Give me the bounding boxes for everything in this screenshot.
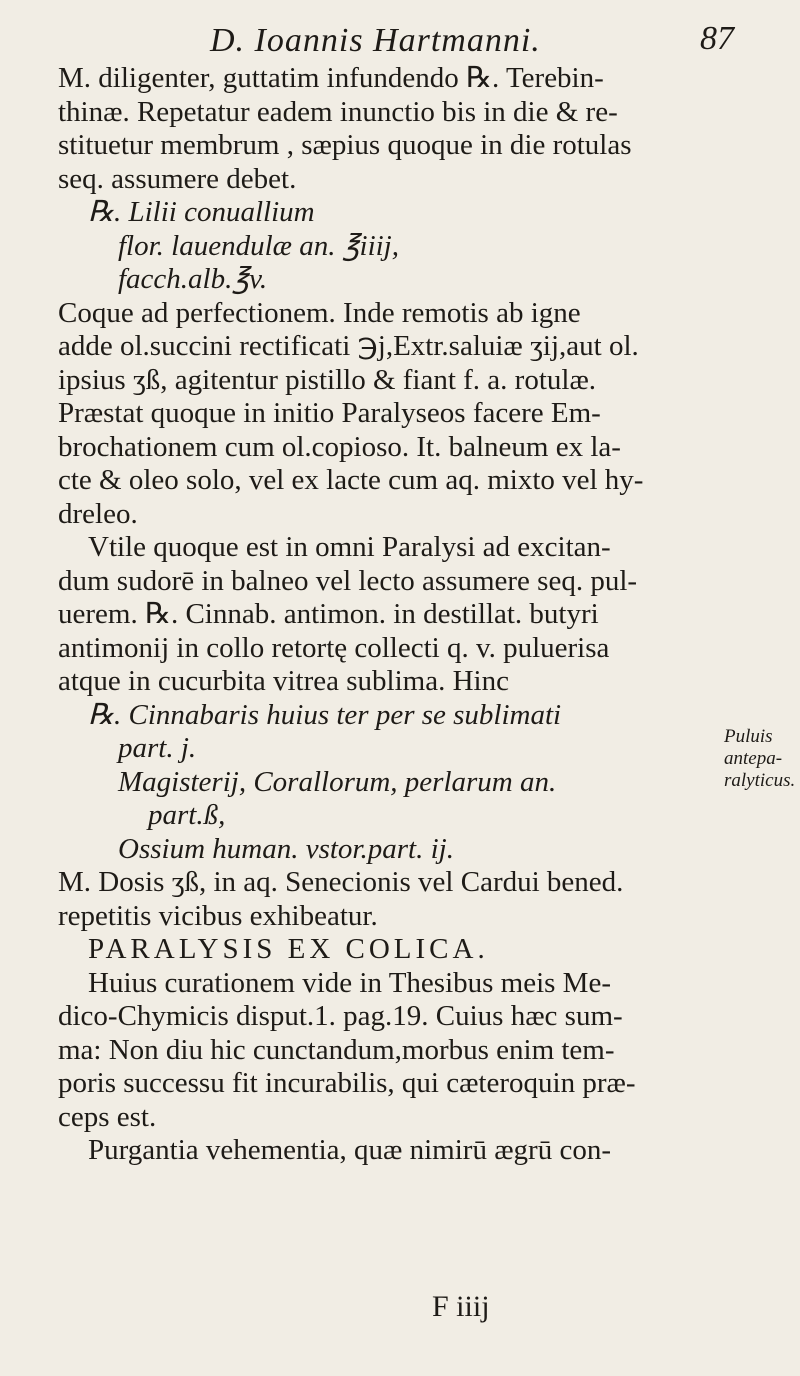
recipe-line: ℞. Cinnabaris huius ter per se sublimati <box>88 698 562 731</box>
recipe-line: Ossium human. vstor.part. ij. <box>118 832 454 865</box>
text-line: brochationem cum ol.copioso. It. balneum ex la- <box>58 430 621 463</box>
running-head: D. Ioannis Hartmanni. <box>210 22 541 59</box>
text-line: adde ol.succini rectificati ℈j,Extr.saluiæ ʒij,aut ol. <box>58 330 639 362</box>
text-line: Purgantia vehementia, quæ nimirū ægrū con- <box>88 1134 611 1166</box>
text-line: repetitis vicibus exhibeatur. <box>58 899 378 932</box>
margin-note-line: Puluis <box>724 726 773 747</box>
text-body <box>58 62 718 1168</box>
margin-note <box>724 726 800 792</box>
text-line: ceps est. <box>58 1100 157 1133</box>
text-line: Huius curationem vide in Thesibus meis Me- <box>88 966 611 999</box>
text-line: cte & oleo solo, vel ex lacte cum aq. mixto vel hy- <box>58 464 644 496</box>
text-line: atque in cucurbita vitrea sublima. Hinc <box>58 665 509 697</box>
page-number: 87 <box>700 20 734 57</box>
text-line: dreleo. <box>58 497 138 530</box>
margin-note-line: antepa- <box>724 748 783 769</box>
text-line: thinæ. Repetatur eadem inunctio bis in die & re- <box>58 95 618 128</box>
text-line: Præstat quoque in initio Paralyseos facere Em- <box>58 397 601 429</box>
signature-catchword: F iiij <box>432 1290 490 1323</box>
text-line: seq. assumere debet. <box>58 162 297 195</box>
section-heading: PARALYSIS EX COLICA. <box>88 933 489 965</box>
recipe-line: part. j. <box>118 732 197 764</box>
text-line: poris successu fit incurabilis, qui cæteroquin præ- <box>58 1067 636 1099</box>
recipe-line: flor. lauendulæ an. ℥iiij, <box>118 229 399 262</box>
recipe-line: facch.alb.℥v. <box>118 263 268 295</box>
text-line: dum sudorē in balneo vel lecto assumere seq. pul- <box>58 564 638 597</box>
recipe-line: part.ß, <box>148 799 226 831</box>
text-line: Vtile quoque est in omni Paralysi ad excitan- <box>88 531 611 563</box>
text-line: dico-Chymicis disput.1. pag.19. Cuius hæc sum- <box>58 1000 623 1032</box>
text-line: Coque ad perfectionem. Inde remotis ab igne <box>58 296 581 329</box>
text-line: M. Dosis ʒß, in aq. Senecionis vel Cardui bened. <box>58 866 624 898</box>
page-header <box>0 8 800 68</box>
text-line: ipsius ʒß, agitentur pistillo & fiant f. a. rotulæ. <box>58 363 597 396</box>
text-line: antimonij in collo retortę collecti q. v. puluerisa <box>58 631 610 664</box>
text-line: stituetur membrum , sæpius quoque in die rotulas <box>58 129 632 161</box>
text-line: ma: Non diu hic cunctandum,morbus enim tem- <box>58 1033 615 1066</box>
margin-note-line: ralyticus. <box>724 770 796 791</box>
text-line: M. diligenter, guttatim infundendo ℞. Terebin- <box>58 62 604 94</box>
text-line: uerem. ℞. Cinnab. antimon. in destillat. butyri <box>58 598 599 630</box>
recipe-line: Magisterij, Corallorum, perlarum an. <box>118 765 557 798</box>
recipe-line: ℞. Lilii conuallium <box>88 196 315 228</box>
